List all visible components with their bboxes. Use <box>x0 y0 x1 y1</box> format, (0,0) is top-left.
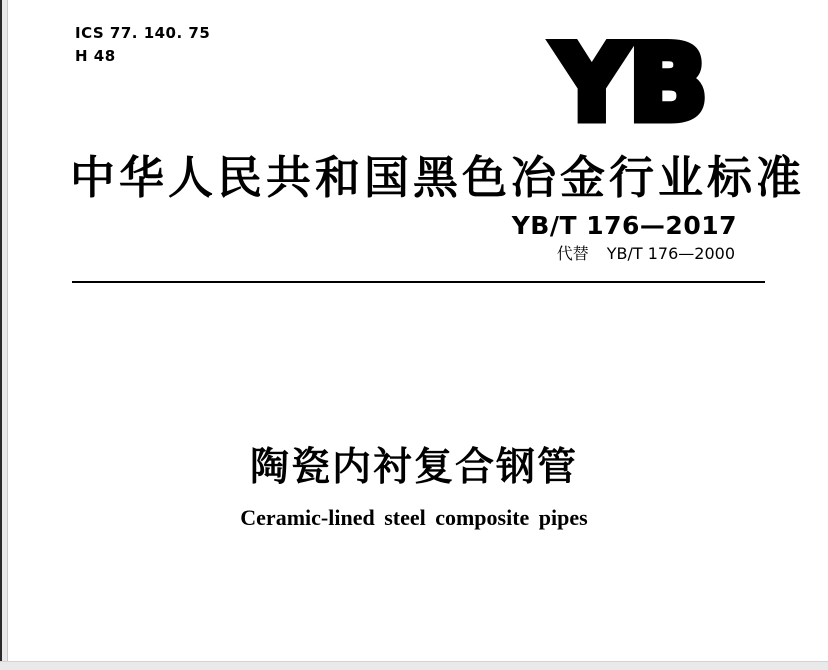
document-title-zh: 陶瓷内衬复合钢管 <box>249 445 578 490</box>
ics-code: ICS 77. 140. 75 <box>75 24 211 42</box>
standard-number: YB/T 176—2017 <box>511 211 737 240</box>
scan-bottom-gray-gutter <box>0 661 828 670</box>
scan-left-gray-gutter <box>2 0 8 670</box>
header-divider <box>72 281 765 283</box>
yb-logo-text: YB <box>554 24 708 144</box>
replaces-number: YB/T 176—2000 <box>606 244 735 263</box>
replaces-label: 代替 <box>556 244 589 263</box>
ics-block <box>75 22 210 68</box>
standard-category-title: 中华人民共和国黑色冶金行业标准 <box>70 151 806 204</box>
replaces-line <box>557 241 735 264</box>
yb-logo <box>545 24 717 144</box>
classification-code: H 48 <box>75 47 116 65</box>
document-title-en: Ceramic-lined steel composite pipes <box>240 505 588 530</box>
